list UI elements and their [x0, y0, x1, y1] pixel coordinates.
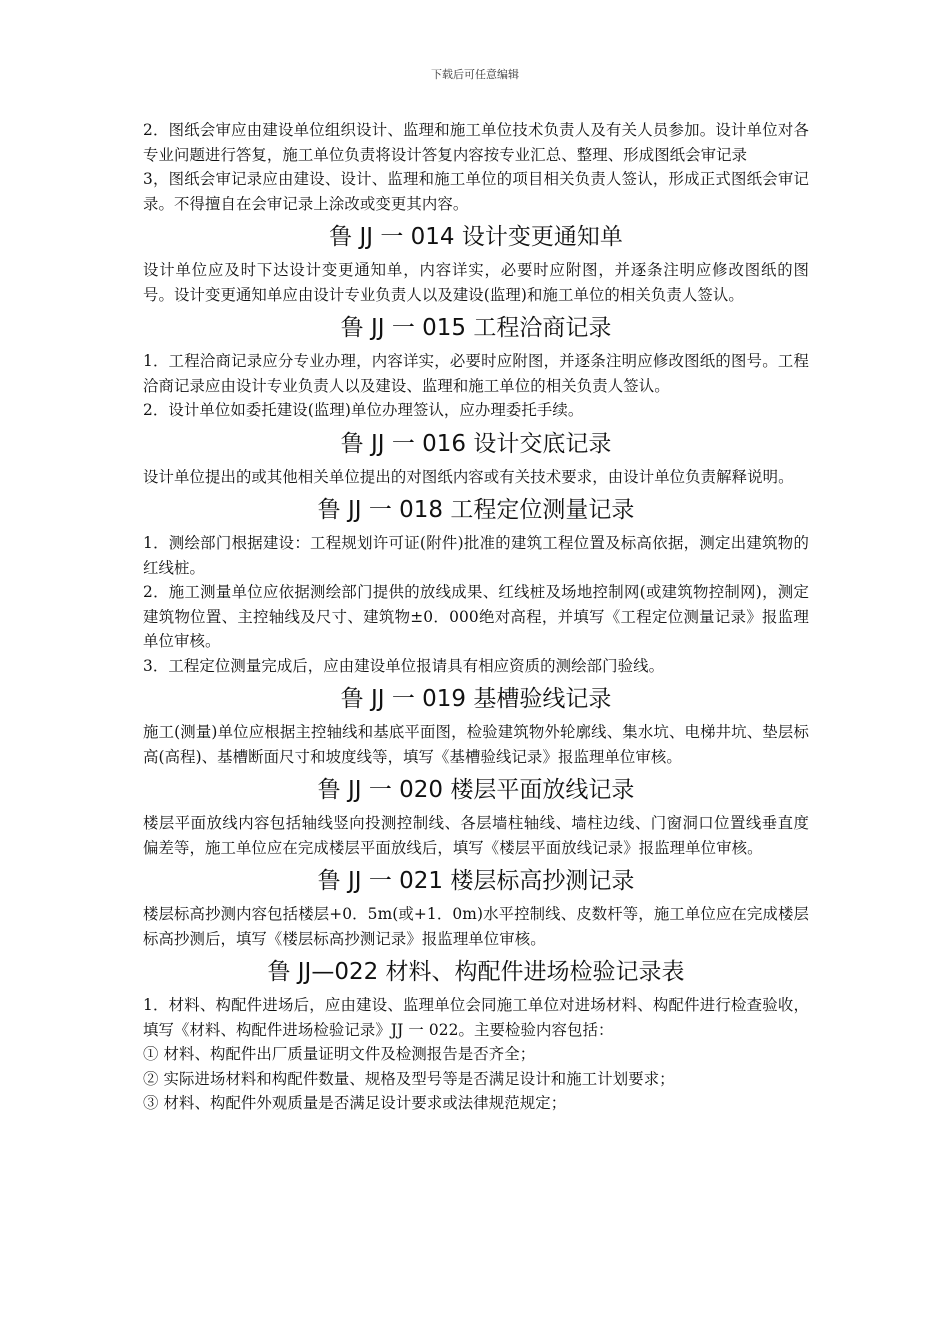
section-021: [143, 864, 809, 951]
paragraph: 3．工程定位测量完成后，应由建设单位报请具有相应资质的测绘部门验线。: [143, 656, 665, 675]
paragraph: 楼层平面放线内容包括轴线竖向投测控制线、各层墙柱轴线、墙柱边线、门窗洞口位置线垂直度偏差等，施工单位应在完成楼层平面放线后，填写《楼层平面放线记录》报监理单位审核。: [143, 814, 809, 857]
paragraph: 3，图纸会审记录应由建设、设计、监理和施工单位的项目相关负责人签认，形成正式图纸会审记录。不得擅自在会审记录上涂改或变更其内容。: [143, 170, 809, 213]
paragraph: 设计单位应及时下达设计变更通知单，内容详实，必要时应附图，并逐条注明应修改图纸的图号。设计变更通知单应由设计专业负责人以及建设(监理)和施工单位的相关负责人签认。: [143, 261, 809, 304]
section-018: [143, 493, 809, 678]
section-title: 鲁 JJ 一 018 工程定位测量记录: [317, 497, 635, 523]
section-019: [143, 682, 809, 769]
section-022: [143, 955, 809, 1116]
document-body: [143, 118, 809, 1116]
section-016: [143, 427, 809, 490]
list-item: ③ 材料、构配件外观质量是否满足设计要求或法律规范规定；: [143, 1094, 567, 1112]
section-title: 鲁 JJ 一 020 楼层平面放线记录: [317, 777, 635, 803]
paragraph: 1．测绘部门根据建设：工程规划许可证(附件)批准的建筑工程位置及标高依据，测定出建筑物的红线桩。: [143, 534, 809, 577]
list-item: ② 实际进场材料和构配件数量、规格及型号等是否满足设计和施工计划要求；: [143, 1069, 675, 1088]
section-020: [143, 773, 809, 860]
paragraph: 施工(测量)单位应根据主控轴线和基底平面图，检验建筑物外轮廓线、集水坑、电梯井坑、垫层标高(高程)、基槽断面尺寸和坡度线等，填写《基槽验线记录》报监理单位审核。: [143, 723, 809, 766]
page-header: 下载后可任意编辑: [431, 68, 519, 81]
section-title: 鲁 JJ 一 015 工程洽商记录: [340, 315, 612, 341]
paragraph: 2．设计单位如委托建设(监理)单位办理签认，应办理委托手续。: [143, 401, 584, 419]
section-title: 鲁 JJ 一 016 设计交底记录: [340, 430, 612, 457]
paragraph: 2．图纸会审应由建设单位组织设计、监理和施工单位技术负责人及有关人员参加。设计单位对各专业问题进行答复，施工单位负责将设计答复内容按专业汇总、整理、形成图纸会审记录: [143, 121, 809, 164]
paragraph: 2．施工测量单位应依据测绘部门提供的放线成果、红线桩及场地控制网(或建筑物控制网)，测定建筑物位置、主控轴线及尺寸、建筑物±0．000绝对高程，并填写《工程定位测量记录》报监理单位审核。: [143, 583, 809, 650]
paragraph: 设计单位提出的或其他相关单位提出的对图纸内容或有关技术要求，由设计单位负责解释说明。: [143, 467, 794, 486]
intro-block: [143, 118, 809, 216]
section-015: [143, 311, 809, 423]
paragraph: 1．材料、构配件进场后，应由建设、监理单位会同施工单位对进场材料、构配件进行检查验收，填写《材料、构配件进场检验记录》JJ 一 022。主要检验内容包括：: [143, 996, 809, 1039]
section-title: 鲁 JJ 一 021 楼层标高抄测记录: [317, 868, 635, 894]
section-014: [143, 220, 809, 307]
section-title: 鲁 JJ 一 014 设计变更通知单: [329, 224, 623, 250]
paragraph: 1．工程洽商记录应分专业办理，内容详实，必要时应附图，并逐条注明应修改图纸的图号。工程洽商记录应由设计专业负责人以及建设、监理和施工单位的相关负责人签认。: [143, 352, 809, 395]
section-title: 鲁 JJ 一 019 基槽验线记录: [340, 686, 612, 712]
section-title: 鲁 JJ—022 材料、构配件进场检验记录表: [267, 959, 685, 985]
paragraph: 楼层标高抄测内容包括楼层+0．5m(或+1．0m)水平控制线、皮数杆等，施工单位应在完成楼层标高抄测后，填写《楼层标高抄测记录》报监理单位审核。: [143, 905, 809, 948]
list-item: ① 材料、构配件出厂质量证明文件及检测报告是否齐全；: [143, 1045, 536, 1063]
